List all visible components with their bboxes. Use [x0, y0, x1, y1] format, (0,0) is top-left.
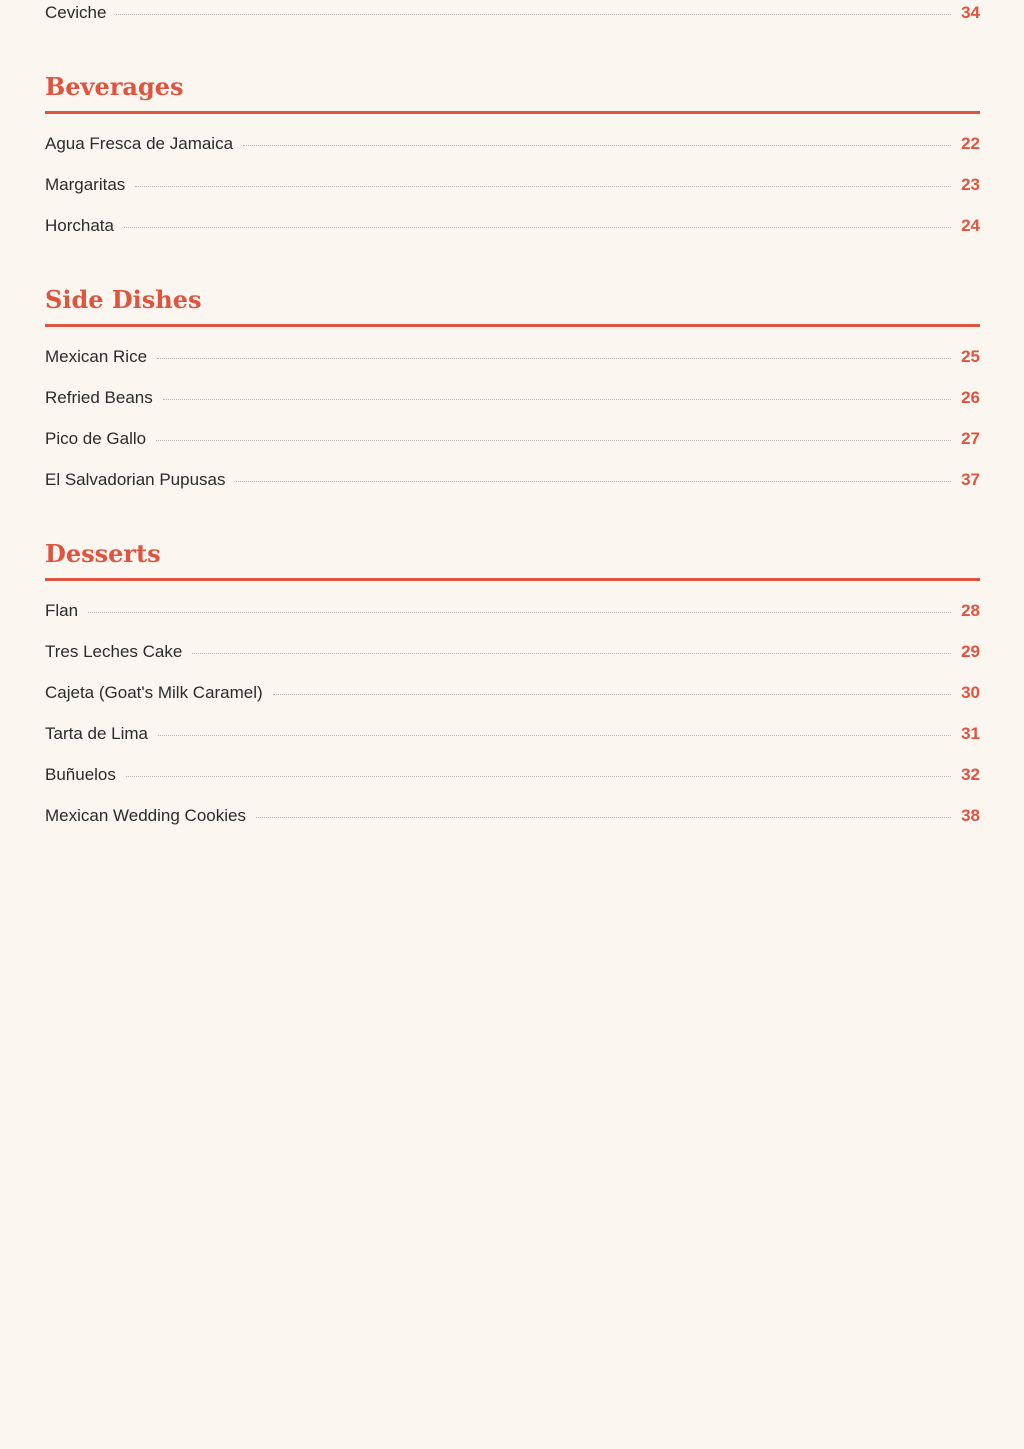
entry-list — [45, 601, 980, 847]
dot-leader — [163, 399, 951, 400]
entry-list — [45, 134, 980, 257]
toc-entry-page-number: 27 — [961, 429, 980, 448]
toc-entry-label: El Salvadorian Pupusas — [45, 470, 226, 489]
toc-entry-page-number: 37 — [961, 470, 980, 489]
toc-entry[interactable] — [45, 601, 980, 642]
toc-entry[interactable] — [45, 175, 980, 216]
toc-entry-page-number: 29 — [961, 642, 980, 661]
dot-leader — [192, 653, 951, 654]
toc-entry-label: Mexican Wedding Cookies — [45, 806, 246, 825]
toc-entry[interactable] — [45, 724, 980, 765]
section-title: Beverages — [45, 72, 980, 114]
toc-entry-page-number: 28 — [961, 601, 980, 620]
toc-entry-page-number: 23 — [961, 175, 980, 194]
toc-entry[interactable] — [45, 806, 980, 847]
toc-entry[interactable] — [45, 642, 980, 683]
dot-leader — [88, 612, 951, 613]
toc-entry-label: Tres Leches Cake — [45, 642, 183, 661]
toc-entry-label: Tarta de Lima — [45, 724, 148, 743]
toc-entry[interactable] — [45, 134, 980, 175]
dot-leader — [158, 735, 951, 736]
dot-leader — [236, 481, 952, 482]
toc-entry-label: Horchata — [45, 216, 114, 235]
dot-leader — [157, 358, 951, 359]
section-beverages — [45, 72, 980, 257]
toc-entry-label: Ceviche — [45, 3, 107, 22]
dot-leader — [126, 776, 951, 777]
toc-entry-label: Mexican Rice — [45, 347, 148, 366]
section-side-dishes — [45, 285, 980, 511]
dot-leader — [156, 440, 951, 441]
toc-entry-label: Buñuelos — [45, 765, 116, 784]
toc-entry-label: Cajeta (Goat's Milk Caramel) — [45, 683, 263, 702]
toc-entry-label: Agua Fresca de Jamaica — [45, 134, 234, 153]
dot-leader — [243, 145, 951, 146]
toc-entry-page-number: 31 — [961, 724, 980, 743]
toc-entry-label: Pico de Gallo — [45, 429, 147, 448]
toc-entry-label: Refried Beans — [45, 388, 153, 407]
toc-entry[interactable] — [45, 347, 980, 388]
dot-leader — [124, 227, 951, 228]
toc-entry-page-number: 26 — [961, 388, 980, 407]
toc-entry-page-number: 25 — [961, 347, 980, 366]
toc-entry-page-number: 32 — [961, 765, 980, 784]
table-of-contents — [45, 0, 980, 847]
toc-entry-label: Flan — [45, 601, 79, 620]
toc-entry-label: Margaritas — [45, 175, 126, 194]
toc-entry-page-number: 24 — [961, 216, 980, 235]
toc-entry[interactable] — [45, 429, 980, 470]
toc-entry-page-number: 34 — [961, 3, 980, 22]
toc-entry-page-number: 38 — [961, 806, 980, 825]
toc-entry[interactable] — [45, 216, 980, 257]
dot-leader — [256, 817, 951, 818]
dot-leader — [116, 14, 951, 15]
toc-entry[interactable] — [45, 683, 980, 724]
entry-list — [45, 347, 980, 511]
dot-leader — [135, 186, 951, 187]
toc-entry-page-number: 22 — [961, 134, 980, 153]
toc-entry-ceviche[interactable] — [45, 3, 980, 44]
section-desserts — [45, 539, 980, 847]
toc-entry[interactable] — [45, 765, 980, 806]
dot-leader — [273, 694, 951, 695]
toc-entry[interactable] — [45, 388, 980, 429]
section-title: Side Dishes — [45, 285, 980, 327]
toc-entry-page-number: 30 — [961, 683, 980, 702]
leading-entry-list — [45, 3, 980, 44]
toc-entry[interactable] — [45, 470, 980, 511]
section-title: Desserts — [45, 539, 980, 581]
